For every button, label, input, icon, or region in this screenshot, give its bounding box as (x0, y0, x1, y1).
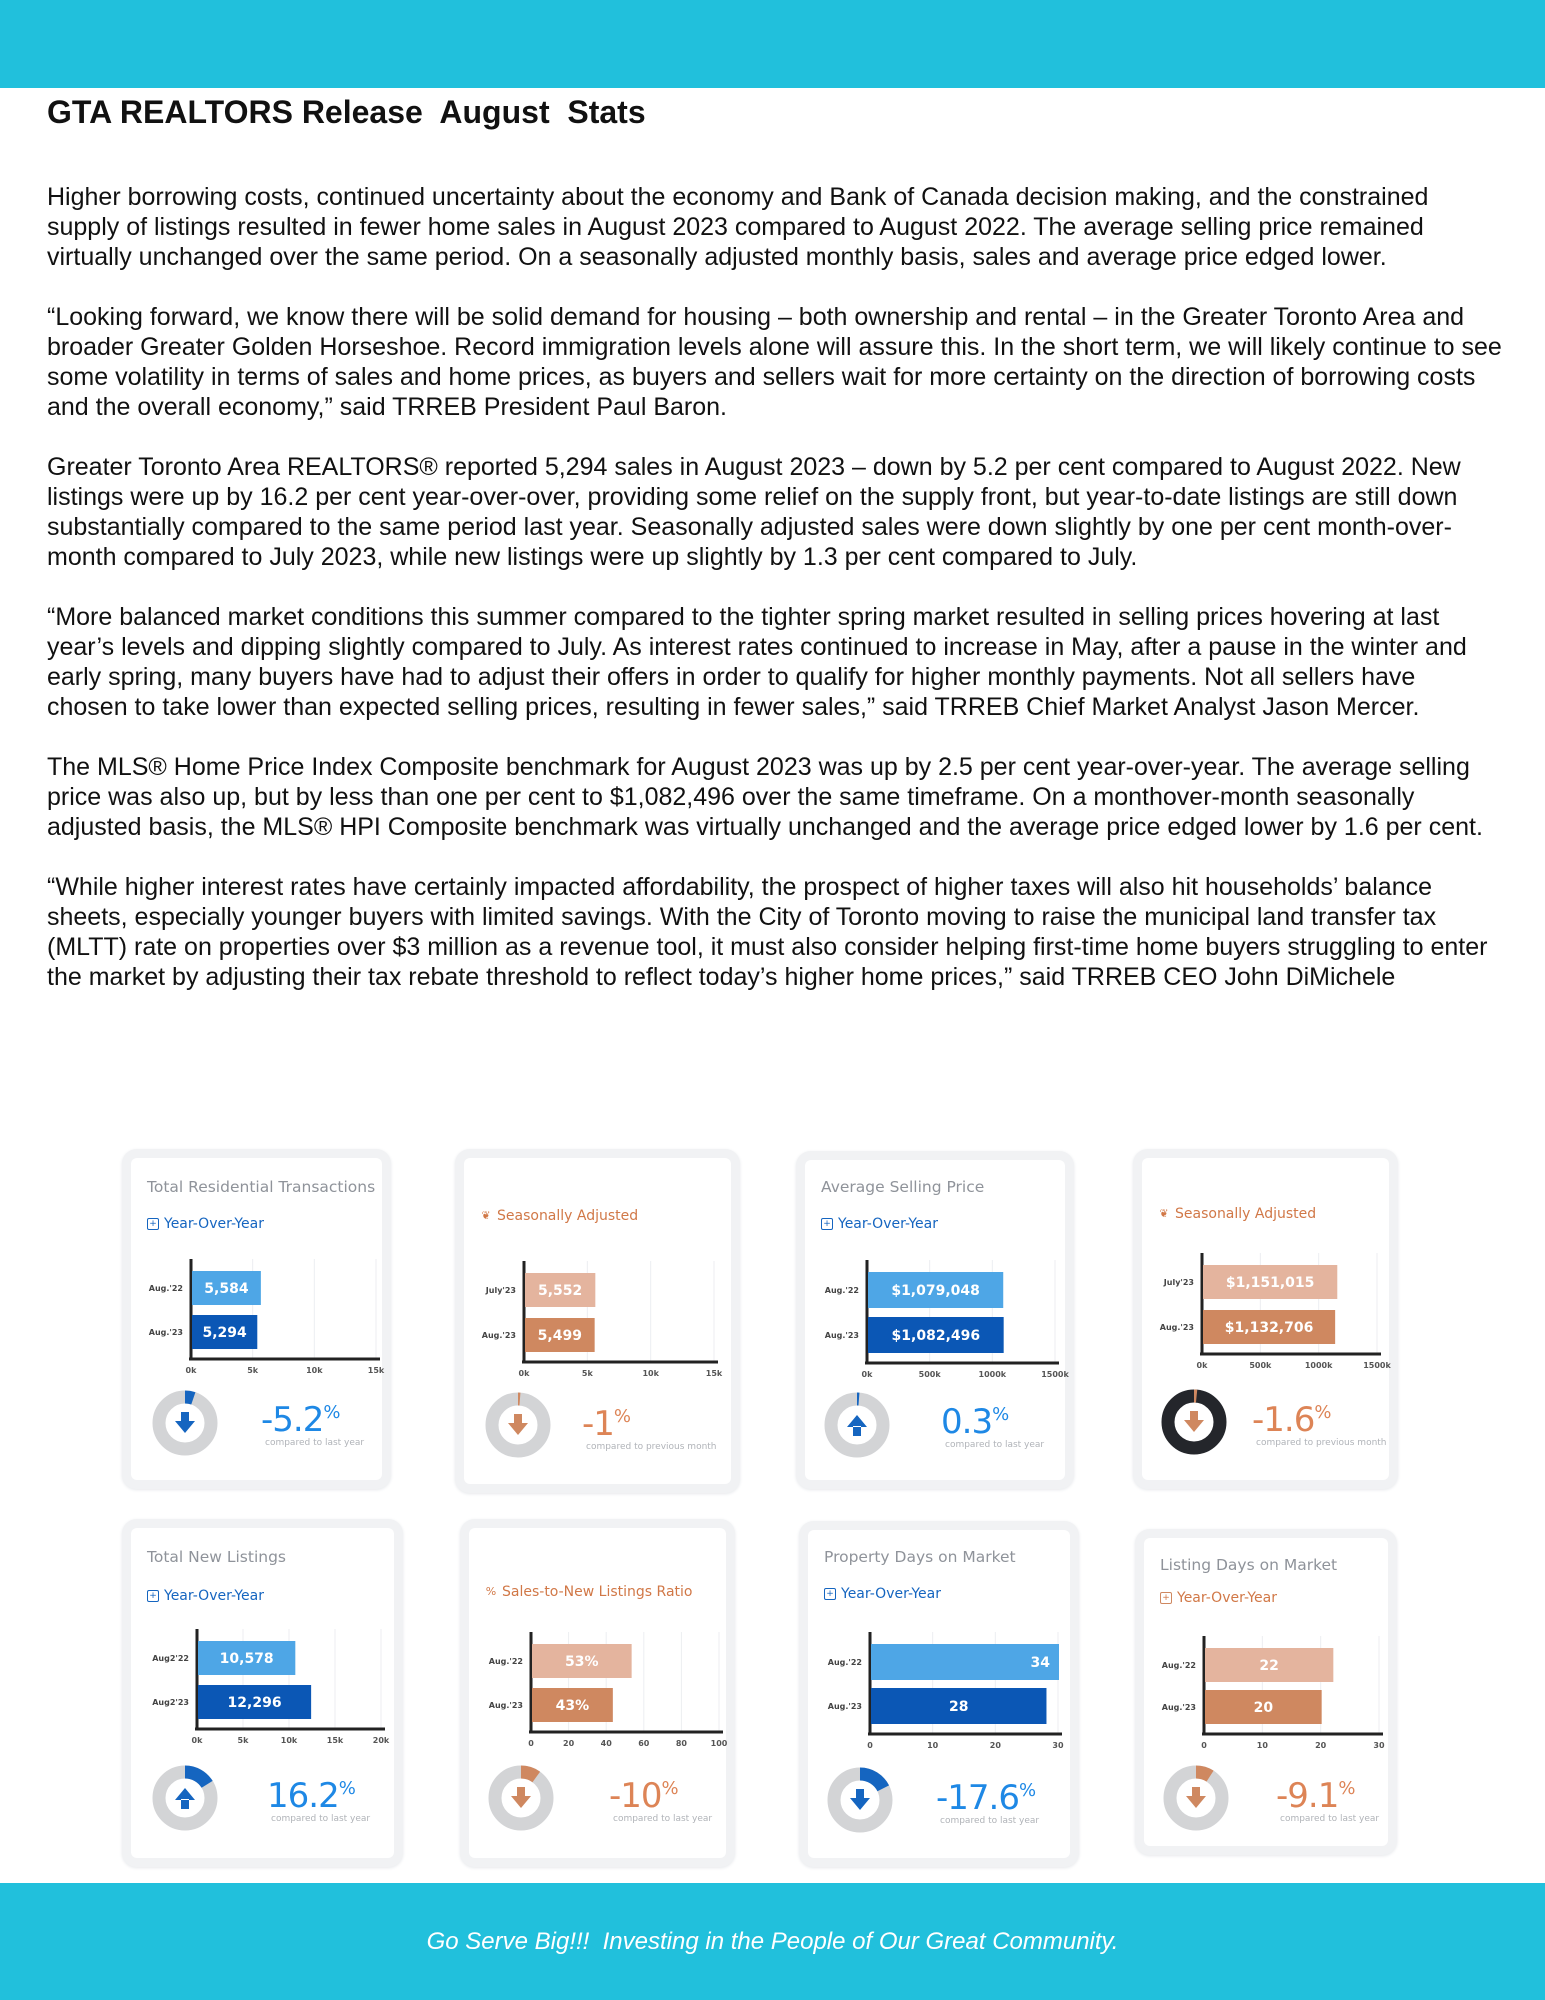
category-label: July'23 (1163, 1278, 1194, 1287)
change-value: -1.6 (1252, 1400, 1315, 1440)
stat-card-average-selling-price (805, 1160, 1069, 1480)
change-caption: compared to last year (265, 1438, 365, 1448)
card-tag-label: Year-Over-Year (164, 1216, 264, 1232)
article-paragraph: “More balanced market conditions this summer compared to the tighter spring market resulted in selling prices hovering at last year’s levels and dipping slightly compared to July. As interest rates continued to increase in May, after a pause in the winter and early spring, many buyers have had to adjust their offers in order to qualify for higher monthly payments. Not all sellers have chosen to take lower than expected selling prices, resulting in fewer sales,” said TRREB Chief Market Analyst Jason Mercer. (47, 603, 1467, 721)
category-label: Aug.'22 (827, 1658, 862, 1667)
stat-card-property-days-on-market (808, 1530, 1070, 1858)
card-title: Total Residential Transactions (147, 1178, 376, 1196)
change-value: -5.2 (261, 1400, 324, 1440)
change-value: -10 (609, 1776, 662, 1816)
bar-value-label: 5,552 (538, 1283, 583, 1299)
tick-label: 20k (372, 1736, 390, 1745)
bar-value-label: 34 (1030, 1655, 1050, 1671)
category-label: Aug.'22 (488, 1657, 523, 1666)
tick-label: 1000k (1304, 1361, 1333, 1370)
card-tag-label: Year-Over-Year (1177, 1590, 1277, 1606)
bar-value-label: 5,584 (204, 1281, 249, 1297)
footer-tagline: Go Serve Big!!! Investing in the People of Our Great Community. (426, 1927, 1119, 1955)
change-value: -9.1 (1276, 1776, 1339, 1816)
category-label: Aug.'22 (1161, 1661, 1196, 1670)
card-title: Listing Days on Market (1160, 1556, 1338, 1574)
tick-label: 0 (867, 1741, 873, 1750)
card-title: Property Days on Market (824, 1548, 1016, 1566)
change-caption: compared to previous month (586, 1442, 717, 1452)
percent-symbol: % (338, 1778, 356, 1799)
tick-label: 40 (600, 1739, 612, 1748)
tick-label: 15k (367, 1366, 385, 1375)
bar-value-label: 43% (555, 1698, 590, 1714)
category-label: Aug.'23 (148, 1328, 183, 1337)
tick-label: 10k (280, 1736, 298, 1745)
tick-label: 30 (1373, 1741, 1385, 1750)
tick-label: 10k (306, 1366, 323, 1375)
card-tag-label: Sales-to-New Listings Ratio (502, 1584, 693, 1600)
calendar-icon: + (147, 1590, 159, 1602)
change-percent (936, 1778, 1039, 1826)
change-percent (261, 1400, 364, 1448)
tick-label: 0k (861, 1370, 873, 1379)
change-value: -17.6 (936, 1778, 1019, 1818)
stat-card-total-new-listings (131, 1528, 394, 1858)
article-body (47, 182, 1502, 1022)
category-label: Aug.'23 (481, 1331, 516, 1340)
change-percent (267, 1776, 370, 1824)
tick-label: 0k (185, 1366, 197, 1375)
article-paragraph: “Looking forward, we know there will be solid demand for housing – both ownership and rental – in the Greater Toronto Area and broader Greater Golden Horseshoe. Record immigration levels alone will assure this. In the short term, we will likely continue to see some volatility in terms of sales and home prices, as buyers and sellers wait for more certainty on the direction of borrowing costs and the overall economy,” said TRREB President Paul Baron. (47, 303, 1502, 421)
change-value: 0.3 (941, 1402, 993, 1442)
stat-card-listing-days-on-market (1144, 1538, 1388, 1846)
percent-symbol: % (323, 1402, 341, 1423)
tick-label: 1500k (1041, 1370, 1069, 1379)
stat-card-price-seasonally-adjusted (1142, 1158, 1389, 1480)
bar-value-label: 20 (1253, 1700, 1274, 1716)
calendar-icon: + (147, 1218, 159, 1230)
card-tag-label: Year-Over-Year (164, 1588, 264, 1604)
change-caption: compared to last year (271, 1814, 371, 1824)
tick-label: 1500k (1363, 1361, 1391, 1370)
change-percent (1252, 1400, 1387, 1448)
tick-label: 5k (581, 1369, 593, 1378)
calendar-icon: + (1160, 1592, 1172, 1604)
tick-label: 0k (1196, 1361, 1208, 1370)
tick-label: 20 (1315, 1741, 1327, 1750)
calendar-icon: + (821, 1218, 833, 1230)
tick-label: 500k (918, 1370, 941, 1379)
tick-label: 5k (247, 1366, 259, 1375)
change-value: 16.2 (267, 1776, 339, 1816)
percent-symbol: % (1314, 1402, 1332, 1423)
category-label: Aug.'23 (488, 1701, 523, 1710)
calendar-icon: + (824, 1588, 836, 1600)
change-caption: compared to last year (940, 1816, 1040, 1826)
percent-symbol: % (661, 1778, 679, 1799)
category-label: Aug.'23 (827, 1702, 862, 1711)
bar-value-label: $1,151,015 (1225, 1275, 1315, 1291)
change-percent (609, 1776, 712, 1824)
tick-label: 0k (191, 1736, 203, 1745)
bar-value-label: $1,132,706 (1224, 1320, 1314, 1336)
tick-label: 500k (1249, 1361, 1272, 1370)
leaf-icon: ❦ (1159, 1207, 1169, 1220)
bar-value-label: 53% (565, 1654, 599, 1670)
article-paragraph: Greater Toronto Area REALTORS® reported 5,294 sales in August 2023 – down by 5.2 per cent compared to August 2022. New listings were up by 16.2 per cent year-over-over, providing some relief on the supply front, but year-to-date listings are still down substantially compared to the same period last year. Seasonally adjusted sales were down slightly by one per cent month-over-month compared to July 2023, while new listings were up slightly by 1.3 per cent compared to July. (47, 453, 1461, 571)
tick-label: 0 (1201, 1741, 1207, 1750)
percent-symbol: % (1018, 1780, 1037, 1801)
percent-icon: % (485, 1585, 497, 1598)
tick-label: 1000k (978, 1370, 1007, 1379)
bar-value-label: $1,079,048 (891, 1283, 980, 1299)
bar-value-label: 12,296 (227, 1695, 282, 1711)
tick-label: 100 (710, 1739, 728, 1748)
bar-value-label: 28 (948, 1699, 969, 1715)
stat-card-sales-to-new-listings-ratio (469, 1528, 726, 1858)
bar-value-label: 22 (1259, 1658, 1279, 1674)
card-tag-label: Seasonally Adjusted (1175, 1206, 1317, 1222)
category-label: Aug.'22 (824, 1286, 859, 1295)
bar-value-label: 5,499 (537, 1328, 582, 1344)
change-caption: compared to previous month (1256, 1438, 1387, 1448)
article-paragraph: “While higher interest rates have certainly impacted affordability, the prospect of higher taxes will also hit households’ balance sheets, especially younger buyers with limited savings. With the City of Toronto moving to raise the municipal land transfer tax (MLTT) rate on properties over $3 million as a revenue tool, it must also consider helping first-time home buyers struggling to enter the market by adjusting their tax rebate threshold to reflect today’s higher home prices,” said TRREB CEO John DiMichele (47, 873, 1488, 991)
tick-label: 20 (989, 1741, 1001, 1750)
bar-value-label: 5,294 (202, 1325, 247, 1341)
page-title: GTA REALTORS Release August Stats (47, 94, 646, 130)
tick-label: 60 (638, 1739, 650, 1748)
bar-value-label: 10,578 (219, 1651, 274, 1667)
percent-symbol: % (613, 1406, 632, 1427)
change-percent (582, 1404, 717, 1452)
change-percent (1276, 1776, 1379, 1824)
tick-label: 15k (705, 1369, 723, 1378)
tick-label: 20 (563, 1739, 575, 1748)
category-label: Aug.'23 (824, 1331, 859, 1340)
tick-label: 15k (326, 1736, 344, 1745)
tick-label: 30 (1052, 1741, 1064, 1750)
percent-symbol: % (1338, 1778, 1356, 1799)
change-caption: compared to last year (613, 1814, 713, 1824)
bar-value-label: $1,082,496 (891, 1328, 981, 1344)
card-title: Average Selling Price (821, 1178, 985, 1196)
change-percent (941, 1402, 1044, 1450)
change-value: -1 (582, 1404, 614, 1444)
top-banner (0, 0, 1545, 88)
leaf-icon: ❦ (481, 1209, 491, 1222)
category-label: Aug.'23 (1159, 1323, 1194, 1332)
category-label: Aug2'22 (152, 1654, 189, 1663)
stat-card-total-residential-transactions (131, 1158, 385, 1480)
article-paragraph: The MLS® Home Price Index Composite benchmark for August 2023 was up by 2.5 per cent year-over-year. The average selling price was also up, but by less than one per cent to $1,082,496 over the same timeframe. On a monthover-month seasonally adjusted basis, the MLS® HPI Composite benchmark was virtually unchanged and the average price edged lower by 1.6 per cent. (47, 753, 1483, 841)
tick-label: 5k (237, 1736, 249, 1745)
card-title: Total New Listings (147, 1548, 287, 1566)
tick-label: 10 (927, 1741, 939, 1750)
footer-banner (0, 1883, 1545, 2000)
tick-label: 0k (518, 1369, 530, 1378)
category-label: July'23 (485, 1286, 516, 1295)
change-caption: compared to last year (1280, 1814, 1380, 1824)
tick-label: 10 (1256, 1741, 1268, 1750)
category-label: Aug2'23 (152, 1698, 189, 1707)
percent-symbol: % (992, 1404, 1010, 1425)
stat-card-transactions-seasonally-adjusted (464, 1158, 731, 1484)
change-caption: compared to last year (945, 1440, 1045, 1450)
tick-label: 10k (642, 1369, 659, 1378)
tick-label: 0 (528, 1739, 534, 1748)
tick-label: 80 (675, 1739, 687, 1748)
category-label: Aug.'22 (148, 1284, 183, 1293)
category-label: Aug.'23 (1161, 1703, 1196, 1712)
card-tag-label: Year-Over-Year (841, 1586, 941, 1602)
article-paragraph: Higher borrowing costs, continued uncertainty about the economy and Bank of Canada decision making, and the constrained supply of listings resulted in fewer home sales in August 2023 compared to August 2022. The average selling price remained virtually unchanged over the same period. On a seasonally adjusted monthly basis, sales and average price edged lower. (47, 183, 1429, 271)
card-tag-label: Seasonally Adjusted (497, 1208, 639, 1224)
card-tag-label: Year-Over-Year (838, 1216, 938, 1232)
